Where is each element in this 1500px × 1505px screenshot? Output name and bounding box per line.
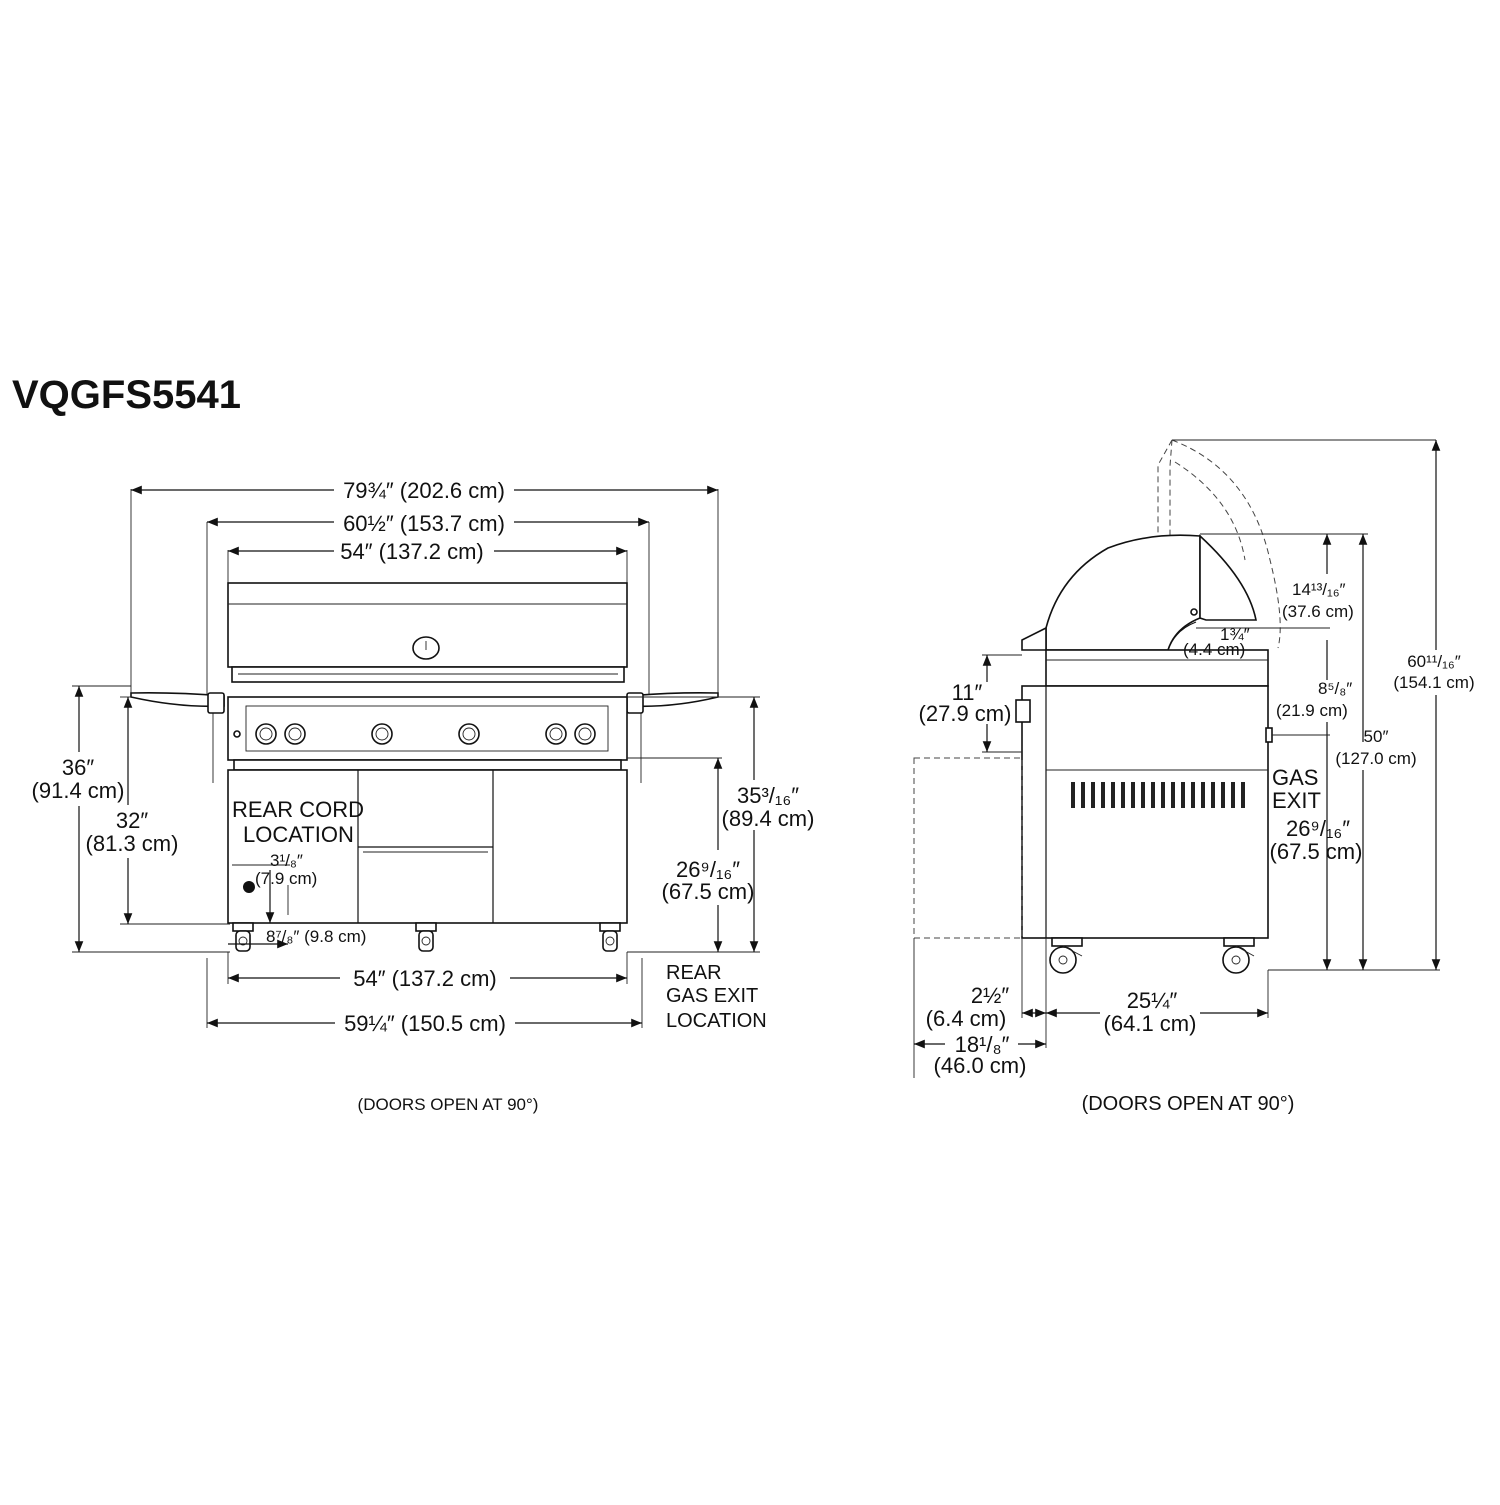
cart-body-side (1022, 686, 1268, 938)
side-door-depth-inch: 18¹/₈″ (954, 1032, 1010, 1057)
hinge-pin-icon (1191, 609, 1197, 615)
caster-left (233, 923, 253, 951)
side-lip-cm: (4.4 cm) (1183, 640, 1246, 659)
cord-height-inch-label: 3¹/₈″ (270, 851, 303, 870)
gas-exit-label-line2: EXIT (1272, 788, 1321, 813)
rear-gas-label-line3: LOCATION (666, 1010, 767, 1032)
knob-icon (285, 724, 305, 744)
side-total-height-cm: (154.1 cm) (1393, 673, 1475, 692)
side-gas-height-cm: (67.5 cm) (1269, 839, 1363, 864)
front-gas-height-cm: (89.4 cm) (721, 806, 815, 831)
side-depth-cm: (64.1 cm) (1103, 1011, 1197, 1036)
front-cart-height-cm: (81.3 cm) (85, 831, 179, 856)
front-overall-width-label: 79¾″ (202.6 cm) (343, 478, 505, 503)
hood-handle (232, 667, 624, 682)
caster-right (600, 923, 620, 951)
rear-gas-label-line2: GAS EXIT (666, 985, 759, 1007)
hood-end-cap (1200, 536, 1256, 620)
caster-rear-side (1223, 938, 1254, 973)
front-view (32, 478, 815, 1114)
rear-gas-label-line1: REAR (666, 962, 722, 984)
rear-cord-marker-icon (243, 881, 255, 893)
side-view (914, 440, 1475, 1115)
caster-center (416, 923, 436, 951)
knob-icon (575, 724, 595, 744)
knob-icon (256, 724, 276, 744)
side-shelf-height-cm: (27.9 cm) (918, 701, 1012, 726)
hood-handle-side (1022, 628, 1046, 650)
front-cart-height-inch: 32″ (115, 808, 149, 833)
model-title: VQGFS5541 (12, 373, 242, 417)
front-doors-width-label: 59¼″ (150.5 cm) (344, 1011, 506, 1036)
front-base-width-label: 54″ (137.2 cm) (353, 966, 497, 991)
front-overall-height-cm: (91.4 cm) (31, 778, 125, 803)
side-view-note: (DOORS OPEN AT 90°) (1081, 1093, 1295, 1115)
left-shelf-hinge (208, 693, 224, 713)
side-hood-cm: (37.6 cm) (1282, 602, 1354, 621)
knob-icon (546, 724, 566, 744)
side-h50-inch: 50″ (1363, 727, 1389, 746)
control-panel-trim (234, 760, 621, 770)
side-body-cm: (21.9 cm) (1276, 701, 1348, 720)
igniter-light-icon (234, 731, 240, 737)
front-view-note: (DOORS OPEN AT 90°) (357, 1095, 539, 1114)
knob-icon (372, 724, 392, 744)
closed-hood (1046, 535, 1200, 650)
rear-cord-label-line2: LOCATION (243, 822, 354, 847)
right-shelf-hinge (627, 693, 643, 713)
cord-offset-label: 8⁷/₈″ (9.8 cm) (266, 927, 367, 946)
side-depth-inch: 25¼″ (1126, 988, 1178, 1013)
side-front-depth-inch: 2½″ (970, 983, 1010, 1008)
gas-exit-marker (1266, 728, 1272, 742)
gas-exit-label-line1: GAS (1272, 765, 1319, 790)
cord-height-cm-label: (7.9 cm) (255, 869, 318, 888)
side-hood-inch: 14¹³/₁₆″ (1292, 580, 1346, 599)
front-shelf-width-label: 60½″ (153.7 cm) (343, 511, 505, 536)
front-hood-width-label: 54″ (137.2 cm) (340, 539, 484, 564)
side-total-height-inch: 60¹¹/₁₆″ (1407, 652, 1461, 671)
side-front-depth-cm: (6.4 cm) (925, 1006, 1007, 1031)
side-door-depth-cm: (46.0 cm) (933, 1053, 1027, 1078)
front-gas2-height-inch: 26⁹/₁₆″ (675, 857, 741, 882)
front-gas-height-inch: 35³/₁₆″ (737, 783, 799, 808)
side-lip-inch: 1¾″ (1220, 625, 1250, 644)
side-shelf-bracket (1016, 700, 1030, 722)
side-h50-cm: (127.0 cm) (1335, 749, 1417, 768)
front-gas2-height-cm: (67.5 cm) (661, 879, 755, 904)
open-door-outline (914, 758, 1022, 938)
side-gas-height-inch: 26⁹/₁₆″ (1285, 816, 1351, 841)
side-shelf-height-inch: 11″ (951, 680, 983, 705)
side-body-inch: 8⁵/₈″ (1318, 679, 1353, 698)
rear-cord-label-line1: REAR CORD (232, 797, 365, 822)
caster-front-side (1050, 938, 1082, 973)
front-overall-height-inch: 36″ (61, 755, 95, 780)
knob-icon (459, 724, 479, 744)
